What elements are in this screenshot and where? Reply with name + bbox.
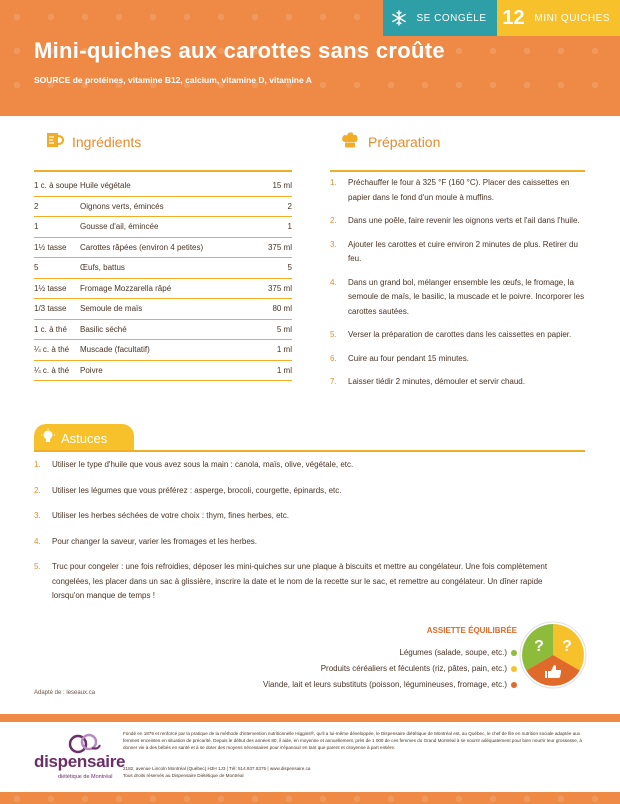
step-text: Cuire au four pendant 15 minutes.	[348, 353, 469, 363]
balanced-plate-legend	[263, 645, 517, 693]
source-credit: Adapté de : leseaux.ca	[34, 690, 96, 696]
table-row	[34, 197, 292, 218]
ingredient-qty: 1½ tasse	[34, 283, 67, 293]
ingredient-metric: 15 ml	[272, 181, 292, 191]
ingredient-qty: ¼ c. à thé	[34, 365, 70, 375]
step-text: Ajouter les carottes et cuire environ 2 minutes de plus. Retirer du feu.	[348, 239, 578, 263]
table-row	[34, 258, 292, 279]
step-text: Dans une poêle, faire revenir les oignons verts et l'ail dans l'huile.	[348, 216, 580, 225]
list-item	[330, 238, 585, 267]
tip-text: Truc pour congeler : une fois refroidies, déposer les mini-quiches sur une plaque à biscuits et mettre au congélateur. Une fois complètement congelées, les placer dans un sac à glissière, inscrire la date et le nom de la recette sur le sac, et remettre au congélateur. Un dîner rapide lorsqu'on manque de temps !	[52, 562, 548, 600]
ingredient-metric: 1 ml	[276, 345, 292, 355]
ingredient-qty: 1½ tasse	[34, 242, 67, 252]
ingredients-table	[34, 176, 292, 381]
preparation-steps	[330, 176, 585, 399]
step-number: 2.	[330, 216, 337, 225]
preparation-heading: Préparation	[368, 134, 441, 150]
list-item	[330, 214, 585, 229]
step-text: Dans un grand bol, mélanger ensemble les œufs, le fromage, la semoule de maïs, le basilic, la muscade et le poivre. Incorporer les carottes sautées.	[348, 277, 585, 316]
portion-count: 12	[497, 0, 531, 36]
svg-text:?: ?	[534, 638, 544, 655]
ingredient-metric: 1 ml	[276, 365, 292, 375]
ingredient-qty: 1/3 tasse	[34, 304, 67, 314]
yellow-dot	[511, 666, 517, 672]
list-item	[330, 375, 585, 390]
legend-text: Viande, lait et leurs substituts (poisson, légumineuses, fromage, etc.)	[263, 680, 507, 689]
dispensaire-logo-icon	[68, 732, 102, 754]
ingredient-qty: 1	[34, 222, 39, 232]
chef-hat-icon	[340, 130, 360, 155]
tip-number: 3.	[34, 511, 41, 520]
ingredient-name: Muscade (facultatif)	[80, 345, 150, 355]
tip-text: Utiliser les légumes que vous préférez : asperge, brocoli, courgette, épinards, etc.	[52, 485, 342, 495]
legend-item	[263, 661, 517, 677]
step-number: 4.	[330, 277, 337, 287]
portion-count-label: MINI QUICHES	[531, 0, 620, 36]
list-item	[330, 352, 585, 367]
legend-item	[263, 677, 517, 693]
table-row	[34, 279, 292, 300]
footer-rights: Tous droits réservés au Dispensaire Diététique de Montréal	[123, 773, 244, 778]
legend-text: Produits céréaliers et féculents (riz, pâtes, pain, etc.)	[320, 664, 507, 673]
green-dot	[511, 650, 517, 656]
ingredient-name: Poivre	[80, 365, 103, 375]
list-item	[34, 535, 564, 550]
step-text: Préchauffer le four à 325 °F (160 °C). Placer des caissettes en papier dans le fond d'un moule à muffins.	[348, 178, 570, 202]
table-row	[34, 320, 292, 341]
ingredient-qty: 2	[34, 201, 39, 211]
list-item	[330, 328, 585, 343]
list-item	[330, 176, 585, 205]
ingredient-qty: 1 c. à thé	[34, 324, 67, 334]
legend-item	[263, 645, 517, 661]
measuring-cup-icon	[44, 130, 64, 155]
table-row	[34, 238, 292, 259]
footer-description: Fondé en 1879 et renforcé par la pratique de la méthode d'intervention nutritionnelle Higgins®, qu'il a lui-même développée, le Dispensaire diététique de Montréal est, au Québec, le chef de file en nutrition sociale adaptée aux femmes enceintes en situation de précarité. Depuis le début des années 80, il aide, en moyenne et annuellement, près de 1 000 de ces femmes du Grand Montréal à se nourrir adéquatement pour bien nourrir leur grossesse, à donner vie à des bébés en santé et à se doter des moyens nécessaires pour s'épanouir en tant que parent et citoyenne à part entière.	[123, 731, 582, 750]
ingredient-metric: 80 ml	[272, 304, 292, 314]
tip-number: 4.	[34, 536, 41, 546]
step-number: 5.	[330, 330, 337, 339]
ingredient-name: Carottes râpées (environ 4 petites)	[80, 242, 204, 252]
ingredient-metric: 5	[287, 263, 292, 273]
ingredient-name: Oignons verts, émincés	[80, 201, 164, 211]
list-item	[34, 560, 564, 604]
astuces-tab	[34, 424, 134, 452]
astuces-list	[34, 458, 564, 615]
table-row	[34, 361, 292, 382]
table-row	[34, 340, 292, 361]
step-number: 1.	[330, 178, 337, 187]
ingredient-metric: 2	[287, 201, 292, 211]
step-text: Verser la préparation de carottes dans les caissettes en papier.	[348, 330, 572, 339]
tip-text: Pour changer la saveur, varier les fromages et les herbes.	[52, 536, 257, 546]
lightbulb-icon	[40, 428, 56, 449]
ingredients-rule	[34, 170, 292, 172]
step-text: Laisser tiédir 2 minutes, démouler et servir chaud.	[348, 377, 525, 386]
header-tags	[383, 0, 620, 36]
recipe-title: Mini-quiches aux carottes sans croûte	[34, 38, 445, 63]
ingredient-name: Semoule de maïs	[80, 304, 143, 314]
ingredients-heading: Ingrédients	[72, 134, 142, 150]
step-number: 7.	[330, 377, 337, 386]
tip-number: 5.	[34, 562, 41, 571]
ingredient-name: Basilic séché	[80, 324, 127, 334]
preparation-tab	[330, 124, 470, 160]
astuces-heading: Astuces	[61, 430, 108, 446]
list-item	[34, 509, 564, 524]
logo-subtitle: diététique de Montréal	[58, 774, 113, 780]
astuces-rule	[34, 450, 585, 452]
ingredient-name: Huile végétale	[80, 181, 131, 191]
step-number: 3.	[330, 239, 337, 249]
preparation-rule	[330, 170, 585, 172]
legend-text: Légumes (salade, soupe, etc.)	[399, 648, 507, 657]
balanced-plate-title: ASSIETTE ÉQUILIBRÉE	[426, 626, 517, 635]
ingredient-name: Œufs, battus	[80, 263, 125, 273]
snowflake-icon	[383, 0, 415, 36]
tip-number: 1.	[34, 460, 41, 469]
ingredient-metric: 375 ml	[267, 283, 292, 293]
orange-dot	[511, 682, 517, 688]
ingredients-tab	[34, 124, 174, 160]
ingredient-qty: ¼ c. à thé	[34, 345, 70, 355]
footer-contact	[123, 765, 593, 779]
tip-text: Utiliser le type d'huile que vous avez sous la main : canola, maïs, olive, végétale, etc.	[52, 460, 354, 469]
list-item	[34, 458, 564, 473]
ingredient-name: Gousse d'ail, émincée	[80, 222, 159, 232]
table-row	[34, 299, 292, 320]
list-item	[34, 484, 564, 499]
table-row	[34, 217, 292, 238]
nutrition-subtitle: SOURCE de protéines, vitamine B12, calcium, vitamine D, vitamine A	[34, 75, 312, 85]
balanced-plate-icon	[518, 620, 588, 690]
ingredient-qty: 5	[34, 263, 39, 273]
step-number: 6.	[330, 353, 337, 363]
freeze-tag-label: SE CONGÈLE	[415, 0, 497, 36]
table-row	[34, 176, 292, 197]
footer-address: 2182, avenue Lincoln Montréal (Québec) H3H 1J3 | Tél: 514.937.5375 | www.dispensaire.ca	[123, 766, 311, 771]
tip-number: 2.	[34, 485, 41, 495]
ingredient-metric: 1	[287, 222, 292, 232]
ingredient-name: Fromage Mozzarella râpé	[80, 283, 172, 293]
ingredient-metric: 375 ml	[267, 242, 292, 252]
list-item	[330, 276, 585, 320]
ingredient-qty: 1 c. à soupe	[34, 181, 78, 191]
ingredient-metric: 5 ml	[276, 324, 292, 334]
logo-wordmark: dispensaire	[34, 752, 126, 771]
tip-text: Utiliser les herbes séchées de votre choix : thym, fines herbes, etc.	[52, 511, 289, 520]
svg-text:?: ?	[562, 638, 572, 655]
